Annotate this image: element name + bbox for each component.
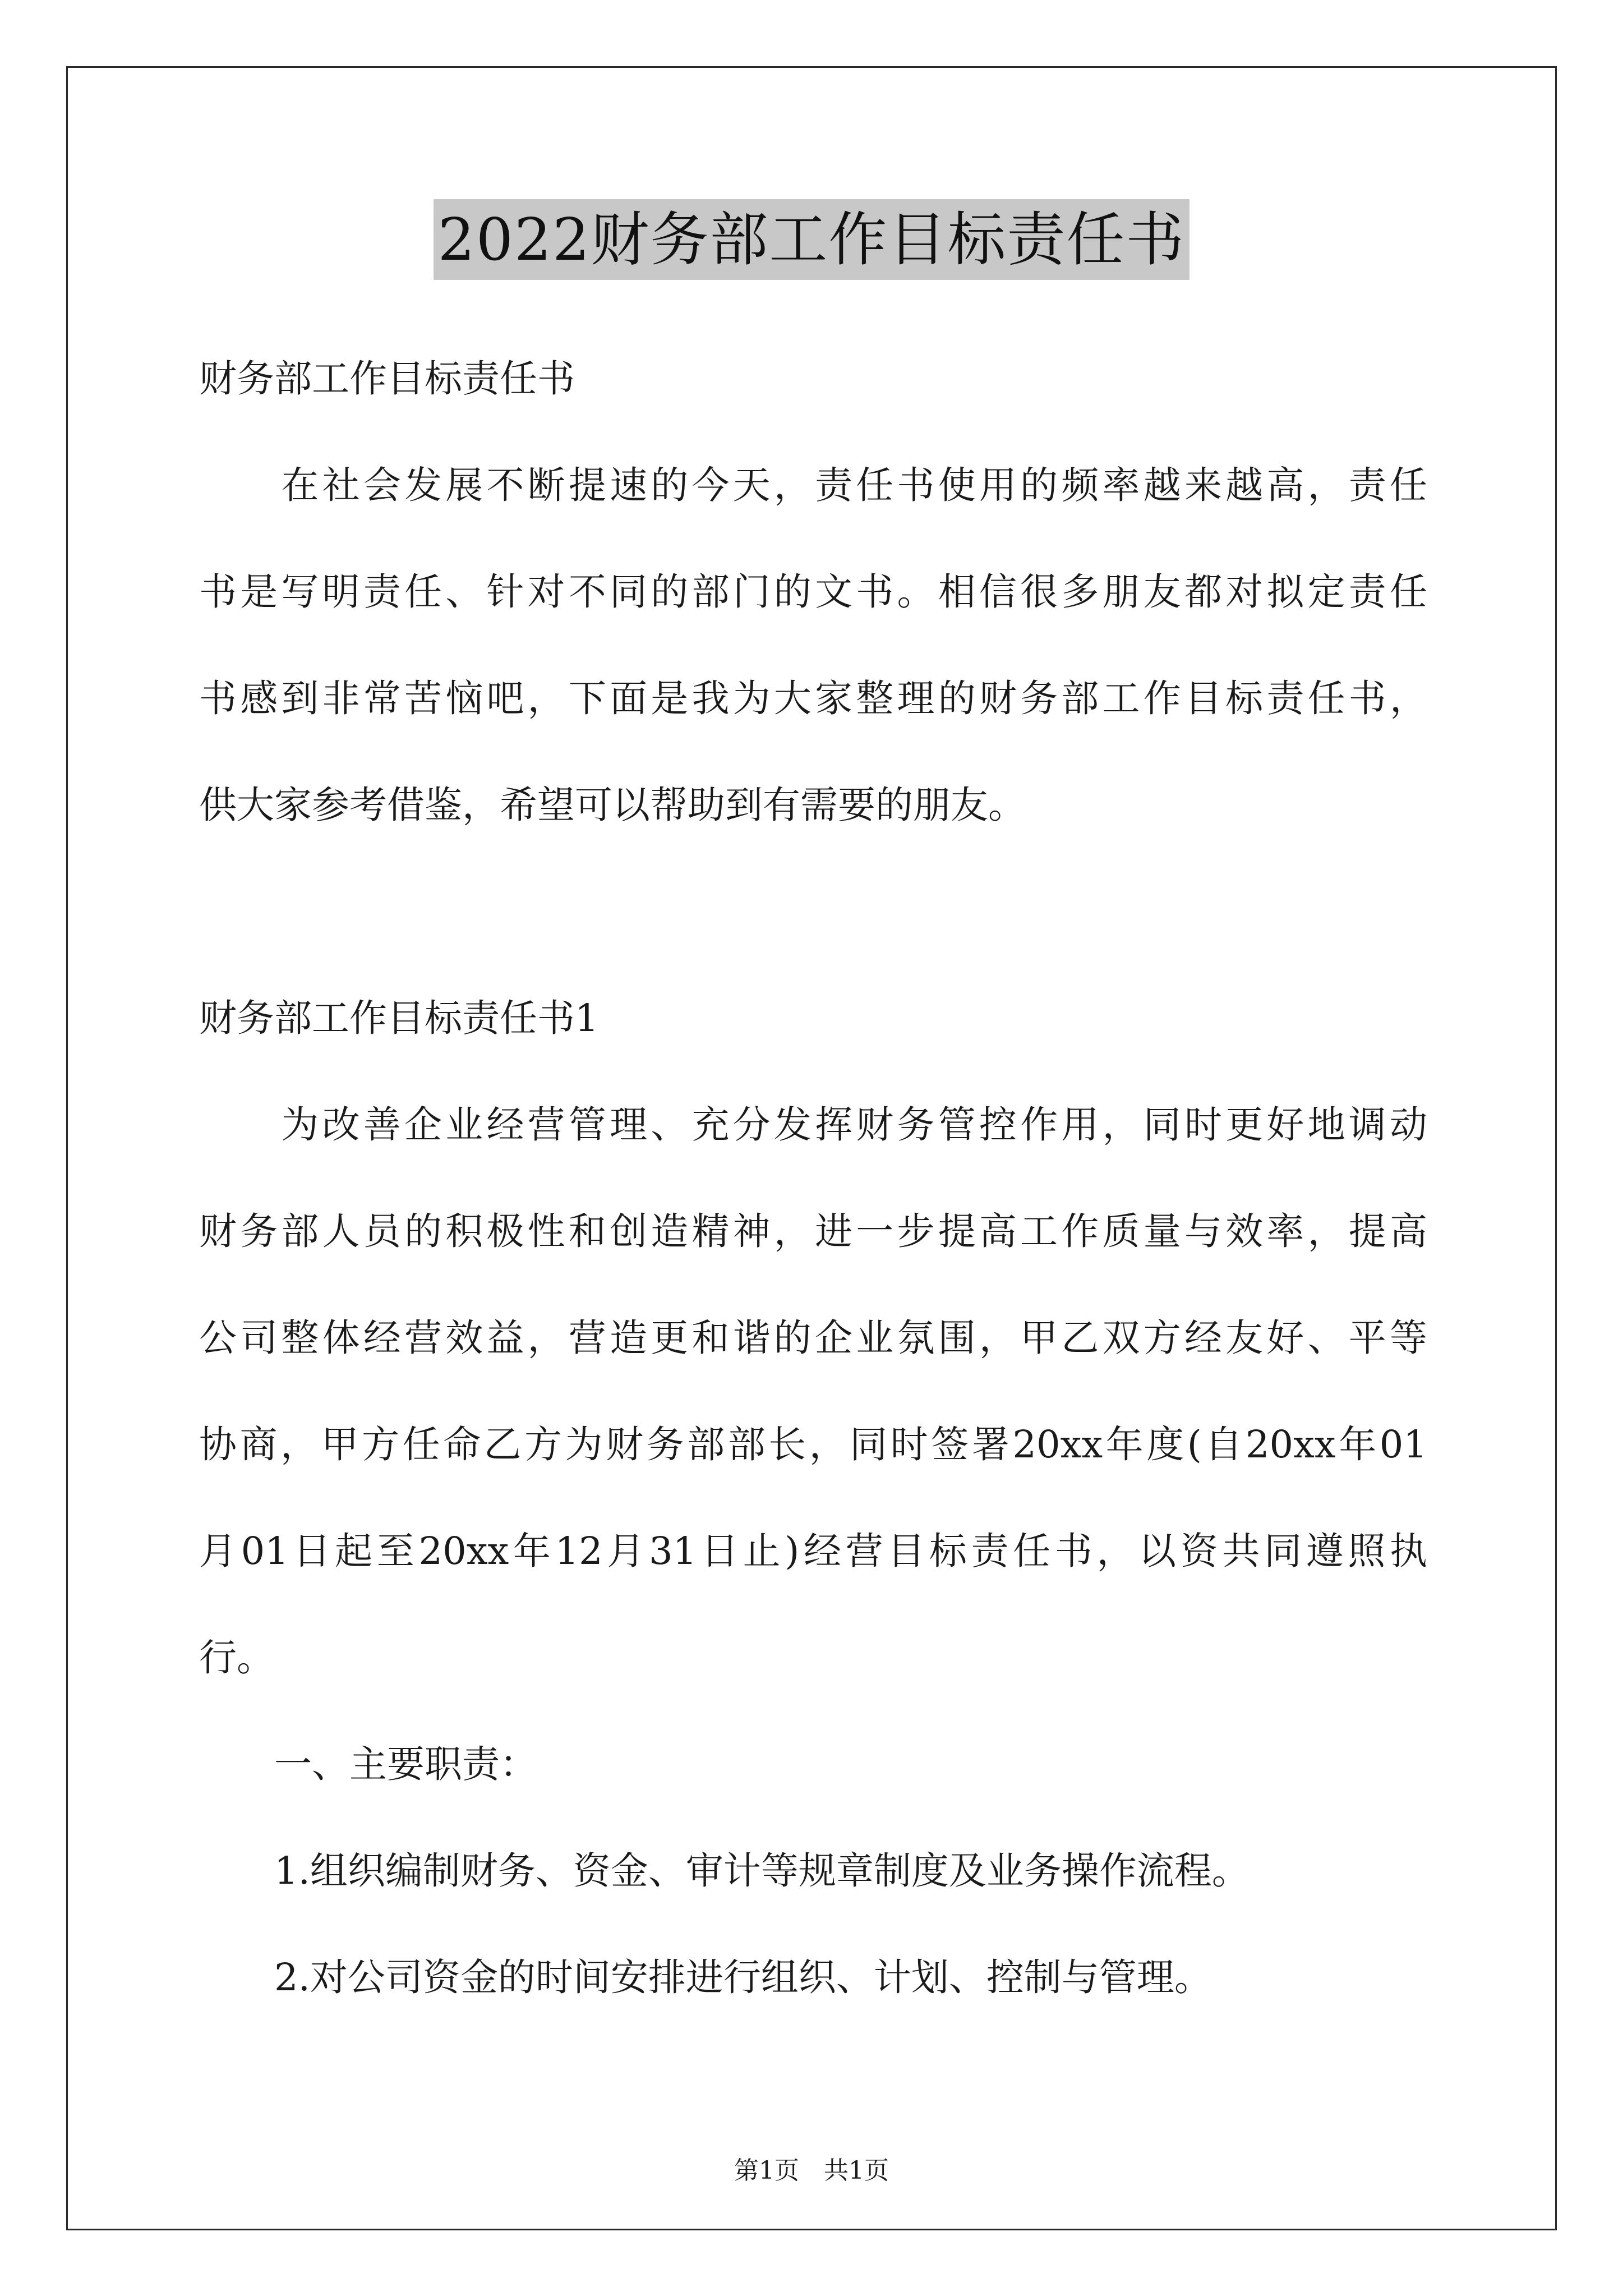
paragraph-line: 月01日起至20xx年12月31日止)经营目标责任书，以资共同遵照执 <box>199 1529 1427 1573</box>
paragraph-line: 为改善企业经营管理、充分发挥财务管控作用，同时更好地调动 <box>199 1103 1427 1147</box>
paragraph-line: 供大家参考借鉴，希望可以帮助到有需要的朋友。 <box>199 783 1026 827</box>
paragraph-line: 书感到非常苦恼吧，下面是我为大家整理的财务部工作目标责任书， <box>199 677 1427 720</box>
paragraph-line: 行。 <box>199 1636 274 1680</box>
paragraph-line: 协商，甲方任命乙方为财务部部长，同时签署20xx年度(自20xx年01 <box>199 1423 1427 1466</box>
paragraph-line: 财务部人员的积极性和创造精神，进一步提高工作质量与效率，提高 <box>199 1209 1427 1253</box>
title-container <box>0 199 1623 280</box>
list-heading: 一、主要职责： <box>199 1742 537 1786</box>
paragraph-line: 公司整体经营效益，营造更和谐的企业氛围，甲乙双方经友好、平等 <box>199 1316 1427 1360</box>
list-item: 1.组织编制财务、资金、审计等规章制度及业务操作流程。 <box>199 1849 1249 1893</box>
paragraph-line: 书是写明责任、针对不同的部门的文书。相信很多朋友都对拟定责任 <box>199 570 1427 614</box>
page-footer: 第1页 共1页 <box>734 2156 889 2185</box>
paragraph-line: 在社会发展不断提速的今天，责任书使用的频率越来越高，责任 <box>199 463 1427 507</box>
list-item: 2.对公司资金的时间安排进行组织、计划、控制与管理。 <box>199 1955 1212 1999</box>
section-heading: 财务部工作目标责任书 <box>199 357 575 401</box>
section-heading: 财务部工作目标责任书1 <box>199 996 599 1040</box>
document-title: 2022财务部工作目标责任书 <box>434 199 1190 280</box>
